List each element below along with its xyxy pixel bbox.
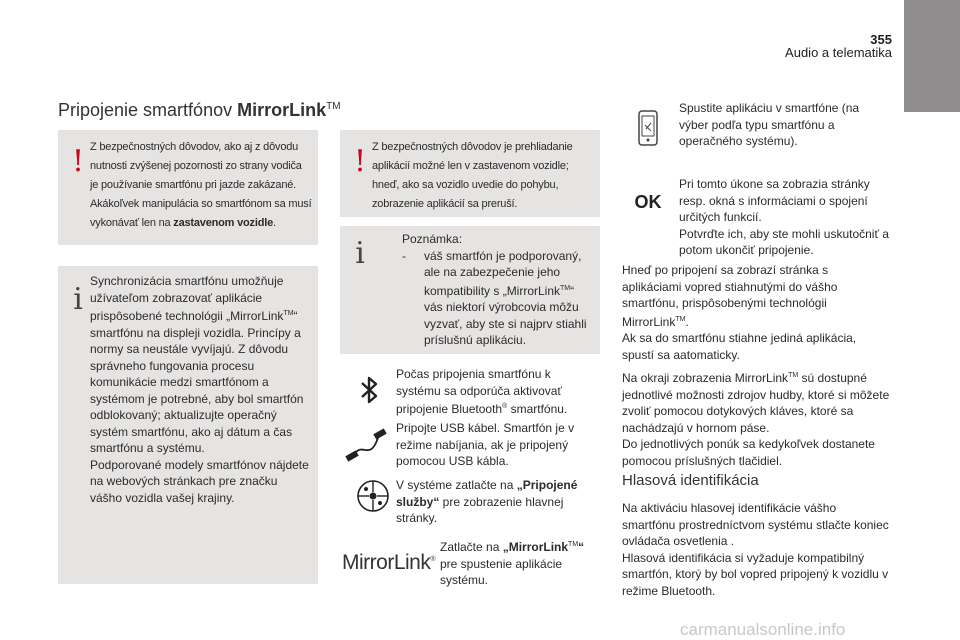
mirror-step-pre: Zatlačte na bbox=[440, 540, 503, 554]
info-sync-text bbox=[90, 273, 312, 506]
services-step-bold: „Pripojené služby“ bbox=[396, 478, 578, 509]
note-dash: - bbox=[402, 248, 406, 263]
section-title: Audio a telematika bbox=[785, 45, 892, 60]
note-body-cont: “ vás niektorí výrobcovia môžu vyzvať, aby ste si najprv stiahli príslušnú aplikáciu. bbox=[424, 283, 587, 347]
info-sync-tm: TM bbox=[283, 310, 294, 317]
ok-icon: OK bbox=[634, 192, 662, 212]
services-step-text bbox=[396, 477, 596, 527]
info-box-note bbox=[340, 226, 600, 354]
after-connect-p1: Hneď po pripojení sa zobrazí stránka s aplikáciami vopred stiahnutými do vášho smartfónu, prispôsobenými technológii MirrorLink bbox=[622, 263, 838, 329]
connected-services-icon bbox=[355, 478, 391, 514]
edge-pre: Na okraji zobrazenia MirrorLink bbox=[622, 371, 789, 385]
services-step-pre: V systéme zatlačte na bbox=[396, 478, 517, 492]
title-brand: MirrorLink bbox=[237, 100, 327, 120]
warning-box-driving bbox=[58, 130, 318, 245]
mirror-step-post: pre spustenie aplikácie systému. bbox=[440, 556, 563, 587]
note-text bbox=[402, 231, 594, 349]
mirror-step-text bbox=[440, 537, 600, 589]
ok-step-text bbox=[679, 176, 889, 259]
info-box-sync bbox=[58, 266, 318, 584]
info-icon: i bbox=[73, 282, 83, 317]
info-sync-p2: Podporované modely smartfónov nájdete na webových stránkach pre značku vášho vozidla vašej krajiny. bbox=[90, 457, 309, 505]
smartphone-icon bbox=[636, 109, 660, 149]
services-step-post: pre zobrazenie hlavnej stránky. bbox=[396, 494, 564, 525]
edge-p2: Do jednotlivých ponúk sa kedykoľvek dostanete pomocou príslušných tlačidiel. bbox=[622, 437, 875, 468]
after-connect-end: . bbox=[685, 314, 689, 329]
info-sync-p1-cont: “ smartfónu na displeji vozidla. Princípy a normy sa neustále vyvíjajú. Z dôvodu správneho fungovania procesu komunikácie medzi smartfónom a systémom je potrebné, aby bol smartfón odblokovaný; aktualizujte operačný systém smartfónu, ako aj dátum a čas smartfónu a systému. bbox=[90, 309, 304, 455]
mirrorlink-logo bbox=[342, 551, 434, 577]
edge-text bbox=[622, 368, 890, 469]
edge-tm: TM bbox=[788, 372, 799, 379]
info-icon: i bbox=[355, 236, 365, 271]
title-tm: TM bbox=[326, 101, 341, 112]
warning-driving-bold: zastavenom vozidle bbox=[173, 217, 273, 229]
warning-apps-text: Z bezpečnostných dôvodov je prehliadanie aplikácií možné len v zastavenom vozidle; hneď, ako sa vozidlo uvedie do pohybu, zobrazenie aplikácií sa preruší. bbox=[372, 141, 573, 210]
mirror-step-bold2: “ bbox=[578, 540, 585, 554]
warning-driving-text bbox=[90, 138, 312, 233]
info-sync-p1: Synchronizácia smartfónu umožňuje užívateľom zobrazovať aplikácie prispôsobené technológii „MirrorLink bbox=[90, 274, 284, 323]
warning-driving-end: . bbox=[273, 217, 276, 229]
bluetooth-icon bbox=[352, 372, 388, 408]
warning-box-apps bbox=[340, 130, 600, 217]
after-connect-tm: TM bbox=[675, 315, 686, 323]
page-title bbox=[58, 100, 341, 121]
page-number: 355 bbox=[870, 32, 892, 47]
ok-step-p2: Potvrďte ich, aby ste mohli uskutočniť a potom ukončiť pripojenie. bbox=[679, 226, 889, 257]
exclamation-icon: ! bbox=[353, 144, 367, 179]
ok-step-p1: Pri tomto úkone sa zobrazia stránky resp. okná s informáciami o spojení určitých funkcií. bbox=[679, 177, 870, 224]
mirrorlink-logo-text: MirrorLink bbox=[342, 551, 431, 574]
voice-p2: Hlasová identifikácia si vyžaduje kompatibilný smartfón, ktorý by bol vopred pripojený k vozidlu v režime Bluetooth. bbox=[622, 550, 889, 598]
usb-cable-icon bbox=[342, 426, 392, 466]
mirrorlink-logo-reg: ® bbox=[430, 556, 436, 563]
bluetooth-step-text bbox=[396, 366, 596, 418]
exclamation-icon: ! bbox=[71, 144, 85, 179]
bluetooth-reg: ® bbox=[502, 403, 508, 410]
title-text: Pripojenie smartfónov bbox=[58, 100, 238, 120]
bluetooth-step-body: Počas pripojenia smartfónu k systému sa odporúča aktivovať pripojenie Bluetooth bbox=[396, 367, 562, 416]
bluetooth-step-end: smartfónu. bbox=[507, 402, 568, 416]
note-label: Poznámka: bbox=[402, 232, 463, 246]
after-connect-text bbox=[622, 262, 890, 363]
after-connect-p2: Ak sa do smartfónu stiahne jediná aplikácia, spustí sa aatomaticky. bbox=[622, 331, 857, 362]
mirror-step-tm: TM bbox=[568, 541, 579, 548]
voice-p1: Na aktiváciu hlasovej identifikácie vášho smartfónu prostredníctvom systému stlačte koniec ovládača osvetlenia . bbox=[622, 501, 889, 548]
warning-driving-p1: Z bezpečnostných dôvodov, ako aj z dôvodu nutnosti zvýšenej pozornosti zo strany vodiča je používanie smartfónu pri jazde zakázané. bbox=[90, 141, 302, 191]
note-tm: TM bbox=[560, 284, 571, 292]
note-body: váš smartfón je podporovaný, ale na zabezpečenie jeho kompatibility s „MirrorLink bbox=[424, 248, 582, 298]
usb-step-text: Pripojte USB kábel. Smartfón je v režime nabíjania, ak je pripojený pomocou USB kábla. bbox=[396, 421, 575, 468]
warning-driving-p2: Akákoľvek manipulácia so smartfónom sa musí vykonávať len na bbox=[90, 198, 312, 229]
launch-app-text: Spustite aplikáciu v smartfóne (na výber podľa typu smartfónu a operačného systému). bbox=[679, 101, 860, 148]
voice-heading: Hlasová identifikácia bbox=[622, 472, 759, 489]
corner-tab bbox=[904, 0, 960, 112]
edge-post: sú dostupné jednotlivé možnosti zdrojov hudby, ktoré si môžete zvoliť pomocou dotykových kláves, ktoré sa nachádzajú v hornom páse. bbox=[622, 371, 890, 435]
mirror-step-bold: „MirrorLink bbox=[502, 540, 569, 554]
watermark: carmanualsonline.info bbox=[680, 620, 846, 639]
voice-text bbox=[622, 500, 890, 599]
